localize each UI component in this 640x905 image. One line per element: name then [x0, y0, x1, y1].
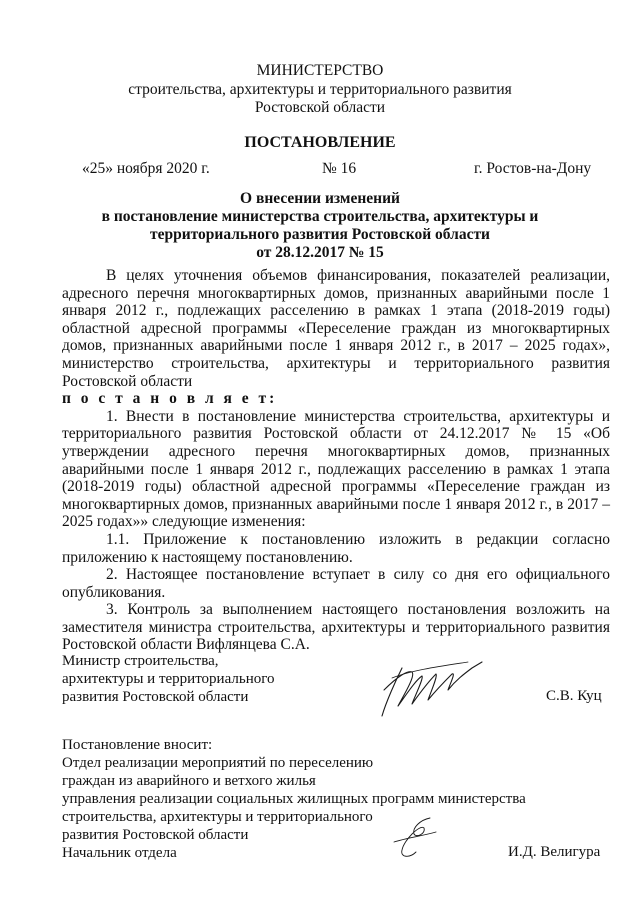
item-2-paragraph: 2. Настоящее постановление вступает в силу со дня его официального опубликования.	[62, 566, 610, 601]
document-type: ПОСТАНОВЛЕНИЕ	[244, 134, 396, 151]
submitter-line5: строительства, архитектуры и территориального	[62, 809, 373, 825]
submitter-line2: Отдел реализации мероприятий по переселению	[62, 755, 374, 771]
minister-title-line3: развития Ростовской области	[62, 689, 249, 705]
submitter-block	[62, 736, 526, 862]
submitter-line4: управления реализации социальных жилищных программ министерства	[62, 791, 526, 807]
minister-title-line1: Министр строительства,	[62, 653, 219, 669]
decree-word: п о с т а н о в л я е т:	[62, 390, 278, 408]
submitter-line7: Начальник отдела	[62, 845, 177, 861]
title-line2: в постановление министерства строительства, архитектуры и	[101, 208, 539, 225]
submitter-signature	[386, 812, 446, 862]
item-1-1-paragraph: 1.1. Приложение к постановлению изложить в редакции согласно приложению к настоящему постановлению.	[62, 530, 610, 566]
submitter-line1: Постановление вносит:	[62, 737, 213, 753]
document-city: г. Ростов-на-Дону	[474, 160, 592, 177]
title-line1: О внесении изменений	[240, 190, 400, 207]
minister-signature	[372, 650, 492, 720]
minister-block	[62, 652, 275, 706]
submitter-name: И.Д. Велигура	[508, 844, 601, 860]
submitter-line3: граждан из аварийного и ветхого жилья	[62, 773, 316, 789]
decree-paragraph	[62, 390, 610, 408]
title-line4: от 28.12.2017 № 15	[256, 244, 384, 261]
document-body	[62, 267, 610, 654]
minister-name: С.В. Куц	[546, 688, 602, 704]
submitter-line6: развития Ростовской области	[62, 827, 249, 843]
minister-title-line2: архитектуры и территориального	[62, 671, 275, 687]
item-1-paragraph: 1. Внести в постановление министерства строительства, архитектуры и территориального развития Ростовской области от 24.12.2017 № 15 «Об утверждении адресного перечня многоквартирных домов, признанных аварийными после 1 января 2012 г., подлежащих расселению в рамках 1 этапа (2018-2019 годы) областной адресной программы «Переселение граждан из многоквартирных домов, признанных аварийными после 1 января 2012 г., в 2017 – 2025 годах»» следующие изменения:	[62, 407, 610, 531]
title-line3: территориального развития Ростовской области	[149, 226, 490, 243]
ministry-full-name-line2: Ростовской области	[254, 99, 386, 116]
intro-paragraph: В целях уточнения объемов финансирования, показателей реализации, адресного перечня многоквартирных домов, признанных аварийными после 1 января 2012 г., подлежащих расселению в рамках 1 этапа (2018-2019 годы) областной адресной программы «Переселение граждан из многоквартирных домов, признанных аварийными после 1 января 2012 г., в 2017 – 2025 годах», министерство строительства, архитектуры и территориального развития Ростовской области	[62, 267, 610, 390]
document-number: № 16	[322, 160, 357, 177]
item-3-paragraph: 3. Контроль за выполнением настоящего постановления возложить на заместителя министра строительства, архитектуры и территориального развития Ростовской области Вифлянцева С.А.	[62, 601, 610, 654]
ministry-full-name-line1: строительства, архитектуры и территориального развития	[128, 81, 512, 98]
ministry-heading: МИНИСТЕРСТВО	[256, 62, 384, 79]
document-date: «25» ноября 2020 г.	[82, 160, 210, 177]
